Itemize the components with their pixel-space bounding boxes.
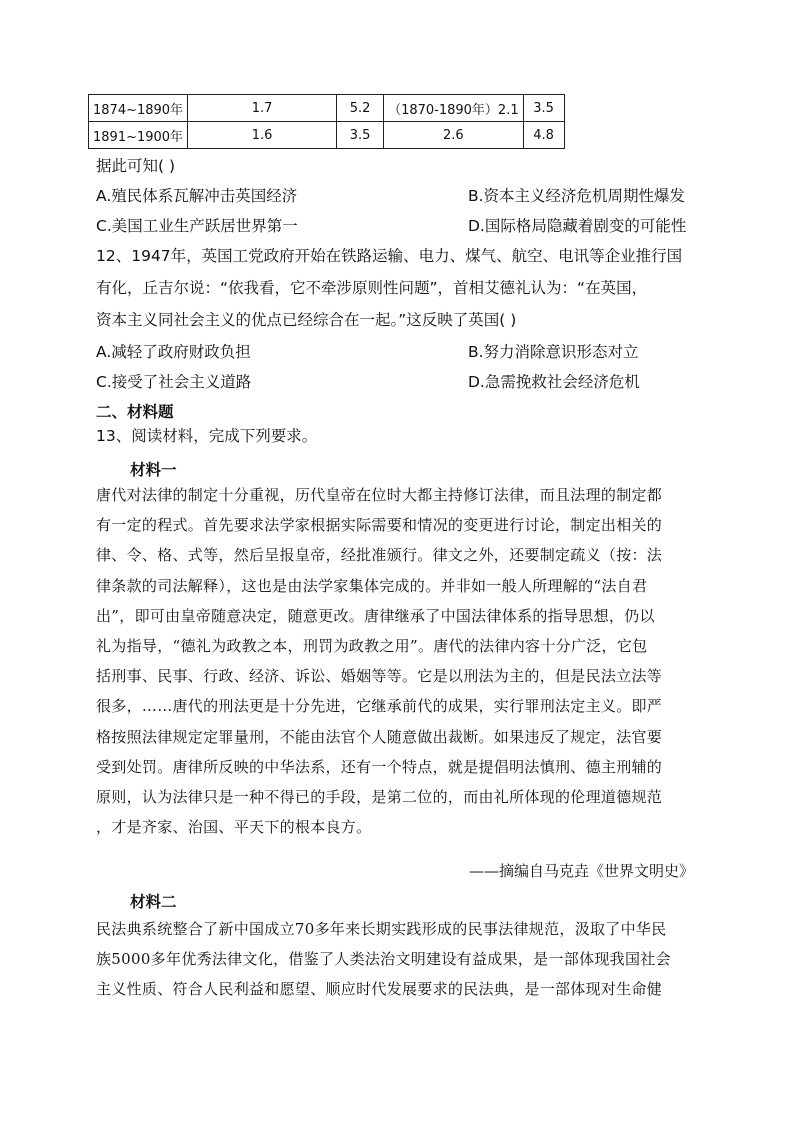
material1-line: ，才是齐家、治国、平天下的根本良方。 bbox=[96, 818, 372, 837]
q12-options-row2 bbox=[96, 372, 640, 392]
material1-line: 原则，认为法律只是一种不得已的手段，是第二位的，而由礼所体现的伦理道德规范 bbox=[96, 788, 663, 807]
material1-line: 很多，……唐代的刑法更是十分先进，它继承前代的成果，实行罪刑法定主义。即严 bbox=[96, 697, 663, 716]
material1-source: ——摘编自马克垚《世界文明史》 bbox=[468, 862, 694, 880]
material2-title: 材料二 bbox=[130, 893, 177, 911]
material1-line: 有一定的程式。首先要求法学家根据实际需要和情况的变更进行讨论，制定出相关的 bbox=[96, 516, 663, 535]
q11-option-d[interactable]: D.国际格局隐藏着剧变的可能性 bbox=[468, 217, 687, 235]
data-table bbox=[88, 94, 565, 149]
table-cell: 3.5 bbox=[523, 95, 564, 122]
q12-stem-line2: 有化，丘吉尔说：“依我看，它不牵涉原则性问题”，首相艾德礼认为：“在英国， bbox=[96, 279, 648, 297]
q12-option-a[interactable]: A.减轻了政府财政负担 bbox=[96, 343, 251, 361]
material1-title: 材料一 bbox=[130, 461, 177, 479]
table-cell: 5.2 bbox=[337, 95, 384, 122]
material2-line: 民法典系统整合了新中国成立70多年来长期实践形成的民事法律规范，汲取了中华民 bbox=[96, 920, 667, 938]
material1-line: 出”，即可由皇帝随意决定，随意更改。唐律继承了中国法律体系的指导思想，仍以 bbox=[96, 606, 655, 625]
table-cell: 1891~1900年 bbox=[89, 122, 188, 149]
table-cell: 2.6 bbox=[384, 122, 524, 149]
q11-stem: 据此可知( ) bbox=[96, 157, 176, 175]
q11-options-row2 bbox=[96, 216, 687, 236]
q11-option-c[interactable]: C.美国工业生产跃居世界第一 bbox=[96, 217, 298, 235]
table-cell: 1874~1890年 bbox=[89, 95, 188, 122]
table-row bbox=[89, 122, 565, 149]
q11-option-b[interactable]: B.资本主义经济危机周期性爆发 bbox=[468, 187, 686, 205]
q13-stem: 13、阅读材料，完成下列要求。 bbox=[96, 427, 318, 445]
table-cell: 4.8 bbox=[523, 122, 564, 149]
table-cell: 3.5 bbox=[337, 122, 384, 149]
material1-line: 格按照法律规定定罪量刑，不能由法官个人随意做出裁断。如果违反了规定，法官要 bbox=[96, 727, 663, 746]
material1-line: 受到处罚。唐律所反映的中华法系，还有一个特点，就是提倡明法慎刑、德主刑辅的 bbox=[96, 757, 663, 776]
material1-line: 唐代对法律的制定十分重视，历代皇帝在位时大都主持修订法律，而且法理的制定都 bbox=[96, 486, 663, 504]
q12-stem-line1: 12、1947年，英国工党政府开始在铁路运输、电力、煤气、航空、电讯等企业推行国 bbox=[96, 247, 683, 265]
q12-options-row1 bbox=[96, 342, 639, 362]
table-row bbox=[89, 95, 565, 122]
q12-stem-line3: 资本主义同社会主义的优点已经综合在一起。”这反映了英国( ) bbox=[96, 311, 517, 329]
section-heading: 二、材料题 bbox=[96, 403, 174, 421]
q11-options-row1 bbox=[96, 186, 686, 206]
material1-line: 律、令、格、式等，然后呈报皇帝，经批准颁行。律文之外，还要制定疏义（按：法 bbox=[96, 546, 663, 565]
material2-line: 族5000多年优秀法律文化，借鉴了人类法治文明建设有益成果，是一部体现我国社会 bbox=[96, 950, 671, 969]
material2-body bbox=[96, 914, 696, 1005]
material1-line: 括刑事、民事、行政、经济、诉讼、婚姻等等。它是以刑法为主的，但是民法立法等 bbox=[96, 667, 663, 686]
q12-option-c[interactable]: C.接受了社会主义道路 bbox=[96, 373, 252, 391]
q12-option-b[interactable]: B.努力消除意识形态对立 bbox=[468, 343, 639, 361]
table-cell: （1870-1890年）2.1 bbox=[384, 95, 524, 122]
material1-line: 律条款的司法解释），这也是由法学家集体完成的。并非如一般人所理解的“法自君 bbox=[96, 576, 648, 595]
material2-line: 主义性质、符合人民利益和愿望、顺应时代发展要求的民法典，是一部体现对生命健 bbox=[96, 980, 663, 999]
table-cell: 1.7 bbox=[188, 95, 337, 122]
material1-line: 礼为指导，“德礼为政教之本，刑罚为政教之用”。唐代的法律内容十分广泛，它包 bbox=[96, 637, 648, 656]
table-cell: 1.6 bbox=[188, 122, 337, 149]
q11-option-a[interactable]: A.殖民体系瓦解冲击英国经济 bbox=[96, 187, 298, 205]
q12-option-d[interactable]: D.急需挽救社会经济危机 bbox=[468, 373, 640, 391]
material1-body bbox=[96, 480, 696, 842]
